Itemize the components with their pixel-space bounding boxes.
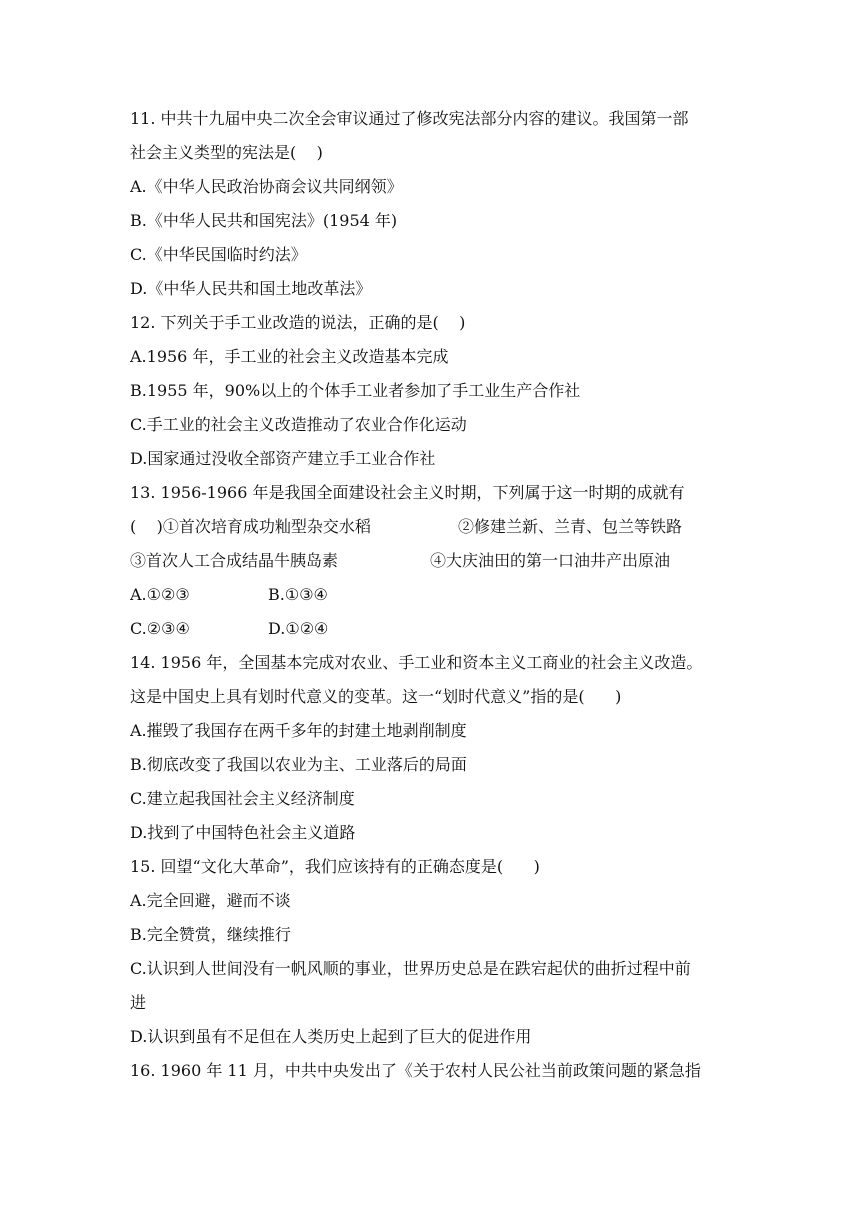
question-13-item-4: ④大庆油田的第一口油井产出原油 [430, 551, 671, 570]
question-13-option-a: A.①②③ [130, 585, 190, 604]
question-13-option-d: D.①②④ [268, 619, 329, 638]
question-13-stem: 13. 1956-1966 年是我国全面建设社会主义时期，下列属于这一时期的成就有 [130, 483, 685, 502]
question-11-option-c: C.《中华民国临时约法》 [130, 245, 307, 264]
question-11-stem-line-1: 11. 中共十九届中央二次全会审议通过了修改宪法部分内容的建议。我国第一部 [130, 109, 689, 128]
question-13-options-row-1 [130, 578, 740, 612]
question-12-option-d: D.国家通过没收全部资产建立手工业合作社 [130, 449, 436, 468]
question-12-stem: 12. 下列关于手工业改造的说法，正确的是( ) [130, 313, 466, 332]
question-14-stem-line-2: 这是中国史上具有划时代意义的变革。这一“划时代意义”指的是( ) [130, 687, 622, 706]
question-13-option-b: B.①③④ [268, 585, 328, 604]
question-14-option-d: D.找到了中国特色社会主义道路 [130, 823, 356, 842]
question-14-option-c: C.建立起我国社会主义经济制度 [130, 789, 355, 808]
question-12-option-b: B.1955 年，90%以上的个体手工业者参加了手工业生产合作社 [130, 381, 581, 400]
question-13-option-c: C.②③④ [130, 619, 190, 638]
question-15-option-d: D.认识到虽有不足但在人类历史上起到了巨大的促进作用 [130, 1027, 532, 1046]
question-13-items-row-1 [130, 510, 740, 544]
question-14-option-b: B.彻底改变了我国以农业为主、工业落后的局面 [130, 755, 467, 774]
question-13-item-1: ( )①首次培育成功籼型杂交水稻 [130, 517, 371, 536]
question-11-option-b: B.《中华人民共和国宪法》(1954 年) [130, 211, 398, 230]
question-list [130, 102, 740, 1088]
question-15-stem: 15. 回望“文化大革命”，我们应该持有的正确态度是( ) [130, 857, 540, 876]
question-12-option-c: C.手工业的社会主义改造推动了农业合作化运动 [130, 415, 467, 434]
question-13-items-row-2 [130, 544, 740, 578]
question-12-option-a: A.1956 年，手工业的社会主义改造基本完成 [130, 347, 449, 366]
question-15-option-b: B.完全赞赏，继续推行 [130, 925, 291, 944]
question-15-option-c-continued: 进 [130, 993, 147, 1012]
question-14-option-a: A.摧毁了我国存在两千多年的封建土地剥削制度 [130, 721, 467, 740]
question-15-option-a: A.完全回避，避而不谈 [130, 891, 291, 910]
question-13-item-3: ③首次人工合成结晶牛胰岛素 [130, 551, 339, 570]
question-11-option-d: D.《中华人民共和国土地改革法》 [130, 279, 372, 298]
question-13-options-row-2 [130, 612, 740, 646]
question-14-stem-line-1: 14. 1956 年，全国基本完成对农业、手工业和资本主义工商业的社会主义改造。 [130, 653, 703, 672]
question-16-stem: 16. 1960 年 11 月，中共中央发出了《关于农村人民公社当前政策问题的紧急指 [130, 1061, 701, 1080]
question-15-option-c: C.认识到人世间没有一帆风顺的事业，世界历史总是在跌宕起伏的曲折过程中前 [130, 959, 691, 978]
question-11-option-a: A.《中华人民政治协商会议共同纲领》 [130, 177, 403, 196]
question-13-item-2: ②修建兰新、兰青、包兰等铁路 [458, 517, 683, 536]
question-11-stem-line-2: 社会主义类型的宪法是( ) [130, 143, 323, 162]
